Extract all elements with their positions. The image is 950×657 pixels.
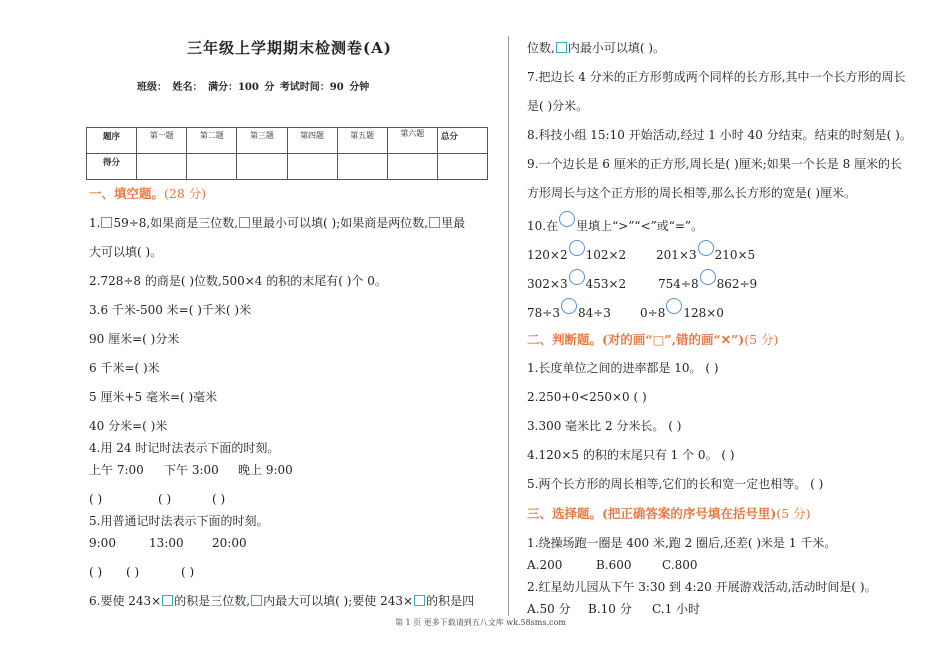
compare-right: 862÷9 (716, 277, 758, 291)
section3-points: (5 分) (776, 506, 811, 521)
compare-item (527, 269, 626, 292)
score-header: 第五题 (337, 128, 387, 154)
section1-heading (89, 186, 206, 202)
q9-line2: 方形周长与这个正方形的周长相等,那么长方形的宽是( )厘米。 (527, 186, 856, 200)
choice-q1: 1.绕操场跑一圈是 400 米,跑 2 圈后,还差( )米是 1 千米。 (527, 536, 837, 550)
compare-left: 120×2 (527, 248, 568, 262)
circle-blank-icon[interactable] (569, 269, 585, 285)
score-row (87, 154, 488, 180)
compare-left: 302×3 (527, 277, 568, 291)
compare-item (640, 298, 724, 321)
q6-continued (527, 40, 665, 56)
judge-item: 1.长度单位之间的进率都是 10。 ( ) (527, 361, 719, 375)
score-cell[interactable] (287, 154, 337, 180)
score-header: 第三题 (237, 128, 287, 154)
q6-text: 的积是三位数, (174, 594, 251, 608)
box-blank-icon[interactable] (556, 42, 567, 53)
q6-text: 6.要使 243× (89, 594, 162, 608)
column-divider (508, 36, 509, 616)
choice-option[interactable]: C.800 (662, 558, 698, 572)
choice-q2: 2.红星幼儿园从下午 3:30 到 4:20 开展游戏活动,活动时间是( )。 (527, 580, 877, 594)
q3-b: 90 厘米=( )分米 (89, 332, 180, 346)
q10 (527, 211, 703, 234)
section2-heading (527, 332, 778, 348)
q1-text: 里最小可以填( );如果商是两位数, (251, 216, 429, 230)
box-blank-icon[interactable] (101, 217, 112, 228)
score-header: 第一题 (137, 128, 187, 154)
q7-line1: 7.把边长 4 分米的正方形剪成两个同样的长方形,其中一个长方形的周长 (527, 70, 906, 84)
box-blank-icon[interactable] (162, 595, 173, 606)
section1-title: 一、填空题。 (89, 186, 165, 201)
section3-title: 三、选择题。(把正确答案的序号填在括号里) (527, 506, 777, 521)
q3-a: 3.6 千米-500 米=( )千米( )米 (89, 303, 252, 317)
q4-time: 下午 3:00 (164, 463, 219, 477)
score-row-label: 得分 (87, 154, 137, 180)
compare-right: 84÷3 (577, 306, 611, 320)
compare-right: 453×2 (585, 277, 627, 291)
section2-points: (5 分) (744, 332, 779, 347)
compare-left: 78÷3 (527, 306, 560, 320)
score-cell[interactable] (337, 154, 387, 180)
compare-item (527, 240, 626, 263)
q5-blank[interactable]: ( ) (126, 565, 140, 579)
q1-line1 (89, 215, 465, 231)
score-header: 第四题 (287, 128, 337, 154)
box-blank-icon[interactable] (239, 217, 250, 228)
box-blank-icon[interactable] (414, 595, 425, 606)
judge-item: 5.两个长方形的周长相等,它们的长和宽一定也相等。 ( ) (527, 477, 824, 491)
q4-time: 晚上 9:00 (238, 463, 293, 477)
q6-text: 的积是四 (426, 594, 475, 608)
q4-blank[interactable]: ( ) (212, 492, 226, 506)
page-title: 三年级上学期期末检测卷(A) (187, 39, 392, 57)
q1-line2: 大可以填( )。 (89, 245, 163, 259)
score-header: 第六题 (387, 128, 437, 154)
q5-time: 9:00 (89, 536, 116, 550)
q10-text: 10.在 (527, 219, 559, 233)
q5-time: 13:00 (149, 536, 184, 550)
choice-option[interactable]: A.200 (527, 558, 563, 572)
section2-title: 二、判断题。(对的画“□”,错的画“✕”) (527, 332, 745, 347)
compare-right: 128×0 (683, 306, 724, 320)
box-blank-icon[interactable] (251, 595, 262, 606)
q6-text: 内最小可以填( )。 (567, 41, 666, 55)
q10-text: 里填上“>”“<”或“=”。 (576, 219, 704, 233)
section3-heading (527, 506, 811, 522)
q8: 8.科技小组 15:10 开始活动,经过 1 小时 40 分结束。结束的时刻是( )。 (527, 128, 912, 142)
q3-d: 5 厘米+5 毫米=( )毫米 (89, 390, 218, 404)
exam-info: 班级： 姓名： 满分：100 分 考试时间：90 分钟 (137, 82, 370, 93)
q6 (89, 593, 474, 609)
q5-blank[interactable]: ( ) (181, 565, 195, 579)
score-table (86, 127, 488, 180)
q5-time: 20:00 (212, 536, 247, 550)
q2: 2.728÷8 的商是( )位数,500×4 的积的末尾有( )个 0。 (89, 274, 387, 288)
q4-time: 上午 7:00 (89, 463, 144, 477)
q4: 4.用 24 时记时法表示下面的时刻。 (89, 441, 280, 455)
score-cell[interactable] (437, 154, 487, 180)
judge-item: 2.250+0<250×0 ( ) (527, 390, 647, 404)
q3-e: 40 分米=( )米 (89, 419, 168, 433)
q7-line2: 是( )分米。 (527, 99, 589, 113)
score-header: 第二题 (187, 128, 237, 154)
q5-blank[interactable]: ( ) (89, 565, 103, 579)
q6-text: 位数, (527, 41, 555, 55)
q3-c: 6 千米=( )米 (89, 361, 160, 375)
choice-option[interactable]: A.50 分 (527, 602, 571, 616)
compare-right: 210×5 (714, 248, 756, 262)
q5: 5.用普通记时法表示下面的时刻。 (89, 514, 269, 528)
q1-text: 里最 (441, 216, 466, 230)
circle-blank-icon[interactable] (700, 269, 716, 285)
circle-blank-icon[interactable] (698, 240, 714, 256)
judge-item: 4.120×5 的积的末尾只有 1 个 0。 ( ) (527, 448, 735, 462)
q4-blank[interactable]: ( ) (158, 492, 172, 506)
score-header: 题序 (87, 128, 137, 154)
compare-item (527, 298, 611, 321)
compare-item (656, 240, 755, 263)
score-header: 总分 (437, 128, 487, 154)
q6-text: 内最大可以填( );要使 243× (263, 594, 414, 608)
compare-left: 0÷8 (640, 306, 666, 320)
compare-left: 754÷8 (658, 277, 699, 291)
section1-points: (28 分) (164, 186, 207, 201)
q1-text: 59÷8,如果商是三位数, (113, 216, 239, 230)
box-blank-icon[interactable] (429, 217, 440, 228)
judge-item: 3.300 毫米比 2 分米长。 ( ) (527, 419, 682, 433)
circle-blank-icon[interactable] (559, 211, 575, 227)
score-cell[interactable] (387, 154, 437, 180)
q9-line1: 9.一个边长是 6 厘米的正方形,周长是( )厘米;如果一个长是 8 厘米的长 (527, 157, 903, 171)
page-footer: 第 1 页 更多下载请到五八文库 wk.58sms.com (395, 618, 566, 627)
compare-right: 102×2 (585, 248, 627, 262)
choice-option[interactable]: B.600 (596, 558, 632, 572)
compare-left: 201×3 (656, 248, 697, 262)
score-cell[interactable] (237, 154, 287, 180)
choice-option[interactable]: C.1 小时 (652, 602, 701, 616)
q4-blank[interactable]: ( ) (89, 492, 103, 506)
circle-blank-icon[interactable] (561, 298, 577, 314)
circle-blank-icon[interactable] (569, 240, 585, 256)
score-cell[interactable] (187, 154, 237, 180)
compare-item (658, 269, 757, 292)
circle-blank-icon[interactable] (666, 298, 682, 314)
score-header-row (87, 128, 488, 154)
choice-option[interactable]: B.10 分 (588, 602, 632, 616)
score-cell[interactable] (137, 154, 187, 180)
q1-number: 1. (89, 216, 101, 230)
